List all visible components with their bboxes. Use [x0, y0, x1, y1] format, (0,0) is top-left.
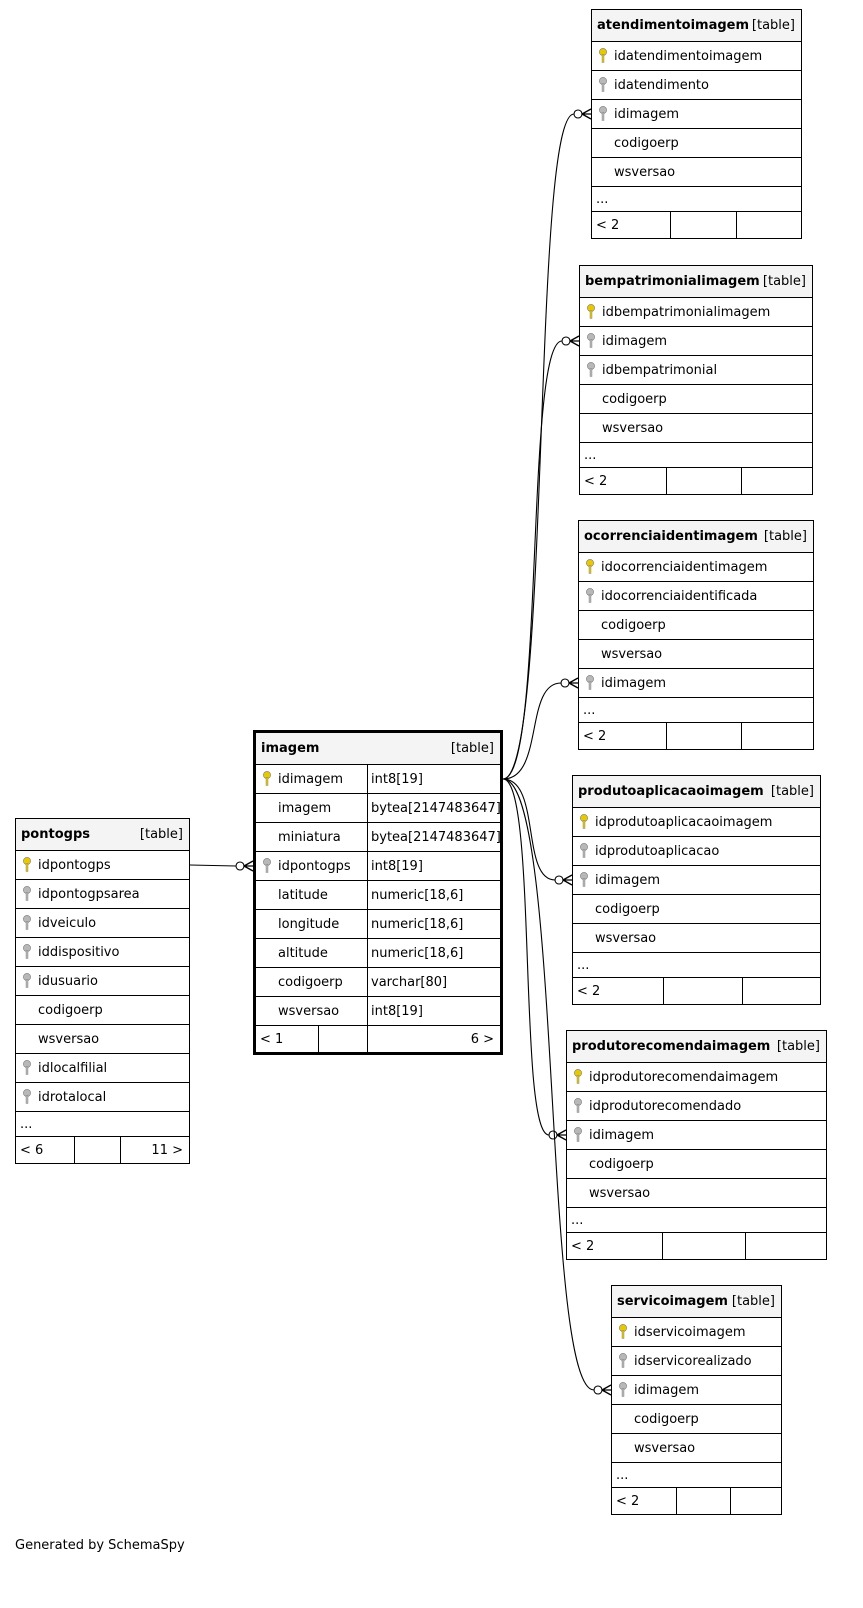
column-name: idimagem [278, 771, 344, 787]
children-count[interactable] [731, 1488, 781, 1514]
parents-count[interactable]: < 1 [256, 1026, 319, 1052]
column-row[interactable] [16, 1083, 189, 1112]
column-name: wsversao [602, 420, 664, 436]
column-name: idpontogpsarea [38, 886, 140, 902]
table-header [16, 819, 189, 851]
column-row[interactable] [580, 298, 812, 327]
column-row[interactable] [592, 71, 801, 100]
footer-blank [75, 1137, 121, 1163]
relationship-imagem-bempatrimonialimagem [503, 341, 562, 779]
column-name: altitude [278, 945, 328, 961]
column-row[interactable] [256, 852, 500, 881]
table-name: imagem [261, 741, 320, 756]
footer-blank [663, 1233, 746, 1259]
relationship-imagem-servicoimagem-end [594, 1385, 611, 1395]
table-atendimentoimagem[interactable] [591, 9, 802, 239]
more-columns-indicator: ... [573, 953, 820, 978]
column-row[interactable] [612, 1434, 781, 1463]
relationship-imagem-ocorrenciaidentimagem-end [561, 678, 578, 688]
table-footer [592, 212, 801, 238]
column-type: int8[19] [367, 765, 500, 793]
column-name: codigoerp [634, 1411, 699, 1427]
footer-blank [667, 468, 742, 494]
column-row[interactable] [580, 356, 812, 385]
column-row[interactable] [573, 924, 820, 953]
column-name: idimagem [602, 333, 668, 349]
table-footer [579, 723, 813, 749]
column-row[interactable] [580, 385, 812, 414]
table-footer [256, 1026, 500, 1052]
more-columns-indicator: ... [16, 1112, 189, 1137]
table-header [592, 10, 801, 42]
column-type: varchar[80] [367, 968, 500, 996]
column-row[interactable] [567, 1092, 826, 1121]
column-row[interactable] [579, 582, 813, 611]
column-row[interactable] [592, 129, 801, 158]
foreign-key-icon [16, 1088, 38, 1106]
footer-blank [664, 978, 743, 1004]
primary-key-icon [580, 303, 602, 321]
foreign-key-icon [16, 1059, 38, 1077]
children-count[interactable] [737, 212, 801, 238]
column-name: miniatura [278, 829, 341, 845]
column-name: idbempatrimonialimagem [602, 304, 771, 320]
column-row[interactable] [567, 1179, 826, 1208]
primary-key-icon [592, 47, 614, 65]
column-name: idimagem [589, 1127, 655, 1143]
column-row[interactable] [612, 1405, 781, 1434]
table-header [567, 1031, 826, 1063]
column-row[interactable] [579, 553, 813, 582]
column-row[interactable] [16, 996, 189, 1025]
column-type: bytea[2147483647] [367, 794, 500, 822]
column-type: int8[19] [367, 852, 500, 880]
column-name: idprodutorecomendaimagem [589, 1069, 779, 1085]
column-name: codigoerp [589, 1156, 654, 1172]
table-ocorrenciaidentimagem[interactable] [578, 520, 814, 750]
primary-key-icon [579, 558, 601, 576]
column-name: wsversao [601, 646, 663, 662]
table-type-label: [table] [770, 784, 814, 799]
column-type: int8[19] [367, 997, 500, 1025]
table-header [573, 776, 820, 808]
table-servicoimagem[interactable] [611, 1285, 782, 1515]
table-header [580, 266, 812, 298]
children-count[interactable] [743, 978, 820, 1004]
column-name: idpontogps [38, 857, 111, 873]
column-row[interactable] [612, 1318, 781, 1347]
column-row[interactable] [256, 881, 500, 910]
table-imagem[interactable] [253, 730, 503, 1055]
column-row[interactable] [592, 100, 801, 129]
table-name: servicoimagem [617, 1294, 728, 1309]
column-name: codigoerp [38, 1002, 103, 1018]
column-name: codigoerp [278, 974, 343, 990]
column-name: idveiculo [38, 915, 97, 931]
relationship-imagem-atendimentoimagem-end [574, 109, 591, 119]
table-header [579, 521, 813, 553]
column-name: idimagem [595, 872, 661, 888]
relationship-pontogps-imagem [190, 865, 236, 866]
column-name: codigoerp [602, 391, 667, 407]
relationship-imagem-bempatrimonialimagem-end [562, 336, 579, 346]
column-name: idrotalocal [38, 1089, 107, 1105]
relationship-imagem-ocorrenciaidentimagem [503, 683, 561, 779]
column-row[interactable] [256, 968, 500, 997]
table-name: ocorrenciaidentimagem [584, 529, 758, 544]
column-row[interactable] [592, 158, 801, 187]
more-columns-indicator: ... [580, 443, 812, 468]
relationship-imagem-produtoaplicacaoimagem [503, 779, 555, 880]
primary-key-icon [16, 856, 38, 874]
parents-count[interactable]: < 2 [612, 1488, 677, 1514]
column-name: idimagem [634, 1382, 700, 1398]
foreign-key-icon [16, 943, 38, 961]
column-type: bytea[2147483647] [367, 823, 500, 851]
column-row[interactable] [612, 1347, 781, 1376]
primary-key-icon [256, 770, 278, 788]
column-type: numeric[18,6] [367, 881, 500, 909]
table-type-label: [table] [762, 274, 806, 289]
column-name: idservicoimagem [634, 1324, 746, 1340]
table-type-label: [table] [776, 1039, 820, 1054]
table-footer [612, 1488, 781, 1514]
column-name: idpontogps [278, 858, 351, 874]
column-row[interactable] [16, 967, 189, 996]
foreign-key-icon [567, 1097, 589, 1115]
parents-count[interactable]: < 2 [567, 1233, 663, 1259]
children-count[interactable] [742, 468, 812, 494]
foreign-key-icon [612, 1381, 634, 1399]
foreign-key-icon [16, 914, 38, 932]
table-name: atendimentoimagem [597, 18, 750, 33]
column-name: idbempatrimonial [602, 362, 718, 378]
column-name: wsversao [38, 1031, 100, 1047]
column-name: idusuario [38, 973, 98, 989]
children-count[interactable]: 6 > [470, 1031, 494, 1047]
column-name: idservicorealizado [634, 1353, 752, 1369]
table-bempatrimonialimagem[interactable] [579, 265, 813, 495]
column-row[interactable] [16, 1054, 189, 1083]
parents-count[interactable]: < 2 [573, 978, 664, 1004]
footer-blank [319, 1026, 368, 1052]
column-row[interactable] [256, 823, 500, 852]
foreign-key-icon [592, 105, 614, 123]
column-name: idimagem [601, 675, 667, 691]
more-columns-indicator: ... [579, 698, 813, 723]
primary-key-icon [573, 813, 595, 831]
column-name: wsversao [589, 1185, 651, 1201]
column-row[interactable] [256, 997, 500, 1026]
column-type: numeric[18,6] [367, 910, 500, 938]
foreign-key-icon [573, 871, 595, 889]
column-name: idprodutorecomendado [589, 1098, 742, 1114]
table-name: pontogps [21, 827, 90, 842]
table-name: produtorecomendaimagem [572, 1039, 771, 1054]
column-row[interactable] [567, 1063, 826, 1092]
table-type-label: [table] [751, 18, 795, 33]
table-type-label: [table] [139, 827, 183, 842]
table-type-label: [table] [731, 1294, 775, 1309]
column-row[interactable] [567, 1121, 826, 1150]
column-row[interactable] [256, 794, 500, 823]
column-row[interactable] [256, 765, 500, 794]
column-name: idatendimento [614, 77, 709, 93]
table-pontogps[interactable] [15, 818, 190, 1164]
column-name: idocorrenciaidentimagem [601, 559, 768, 575]
column-name: latitude [278, 887, 328, 903]
foreign-key-icon [580, 361, 602, 379]
column-row[interactable] [579, 611, 813, 640]
relationship-imagem-produtorecomendaimagem [503, 779, 549, 1135]
column-row[interactable] [573, 808, 820, 837]
column-name: wsversao [595, 930, 657, 946]
column-name: codigoerp [614, 135, 679, 151]
column-name: codigoerp [601, 617, 666, 633]
column-row[interactable] [612, 1376, 781, 1405]
children-count[interactable]: 11 > [151, 1142, 183, 1158]
table-header [612, 1286, 781, 1318]
column-name: iddispositivo [38, 944, 120, 960]
column-row[interactable] [16, 851, 189, 880]
parents-count[interactable]: < 2 [580, 468, 667, 494]
children-count[interactable] [742, 723, 813, 749]
footer-blank [671, 212, 737, 238]
more-columns-indicator: ... [612, 1463, 781, 1488]
table-footer [580, 468, 812, 494]
more-columns-indicator: ... [592, 187, 801, 212]
foreign-key-icon [612, 1352, 634, 1370]
foreign-key-icon [256, 857, 278, 875]
column-name: wsversao [614, 164, 676, 180]
relationship-imagem-produtorecomendaimagem-end [549, 1130, 566, 1140]
column-name: idprodutoaplicacao [595, 843, 720, 859]
column-row[interactable] [580, 327, 812, 356]
column-row[interactable] [592, 42, 801, 71]
column-row[interactable] [16, 1025, 189, 1054]
foreign-key-icon [16, 972, 38, 990]
foreign-key-icon [592, 76, 614, 94]
column-name: idimagem [614, 106, 680, 122]
children-count[interactable] [746, 1233, 826, 1259]
parents-count[interactable]: < 2 [579, 723, 667, 749]
primary-key-icon [567, 1068, 589, 1086]
foreign-key-icon [16, 885, 38, 903]
column-row[interactable] [567, 1150, 826, 1179]
foreign-key-icon [579, 674, 601, 692]
generated-by-credit: Generated by SchemaSpy [15, 1538, 185, 1553]
column-name: idprodutoaplicacaoimagem [595, 814, 773, 830]
column-row[interactable] [579, 640, 813, 669]
relationship-imagem-produtoaplicacaoimagem-end [555, 875, 572, 885]
column-row[interactable] [573, 866, 820, 895]
column-row[interactable] [580, 414, 812, 443]
relationship-pontogps-imagem-end [236, 861, 253, 871]
parents-count[interactable]: < 6 [16, 1137, 75, 1163]
table-footer [16, 1137, 189, 1163]
table-footer [567, 1233, 826, 1259]
table-produtorecomendaimagem[interactable] [566, 1030, 827, 1260]
column-name: idocorrenciaidentificada [601, 588, 758, 604]
parents-count[interactable]: < 2 [592, 212, 671, 238]
column-name: longitude [278, 916, 340, 932]
foreign-key-icon [573, 842, 595, 860]
column-row[interactable] [256, 910, 500, 939]
column-name: idatendimentoimagem [614, 48, 763, 64]
column-row[interactable] [256, 939, 500, 968]
table-header [256, 733, 500, 765]
table-footer [573, 978, 820, 1004]
footer-blank [667, 723, 742, 749]
foreign-key-icon [567, 1126, 589, 1144]
column-row[interactable] [16, 909, 189, 938]
column-row[interactable] [573, 895, 820, 924]
column-name: wsversao [634, 1440, 696, 1456]
foreign-key-icon [579, 587, 601, 605]
footer-blank [677, 1488, 731, 1514]
column-name: wsversao [278, 1003, 340, 1019]
table-name: produtoaplicacaoimagem [578, 784, 764, 799]
column-name: imagem [278, 800, 332, 816]
column-row[interactable] [573, 837, 820, 866]
column-row[interactable] [16, 880, 189, 909]
table-name: bempatrimonialimagem [585, 274, 760, 289]
column-name: idlocalfilial [38, 1060, 108, 1076]
table-type-label: [table] [763, 529, 807, 544]
column-row[interactable] [16, 938, 189, 967]
column-type: numeric[18,6] [367, 939, 500, 967]
primary-key-icon [612, 1323, 634, 1341]
more-columns-indicator: ... [567, 1208, 826, 1233]
column-name: codigoerp [595, 901, 660, 917]
column-row[interactable] [579, 669, 813, 698]
table-type-label: [table] [450, 741, 494, 756]
foreign-key-icon [580, 332, 602, 350]
table-produtoaplicacaoimagem[interactable] [572, 775, 821, 1005]
